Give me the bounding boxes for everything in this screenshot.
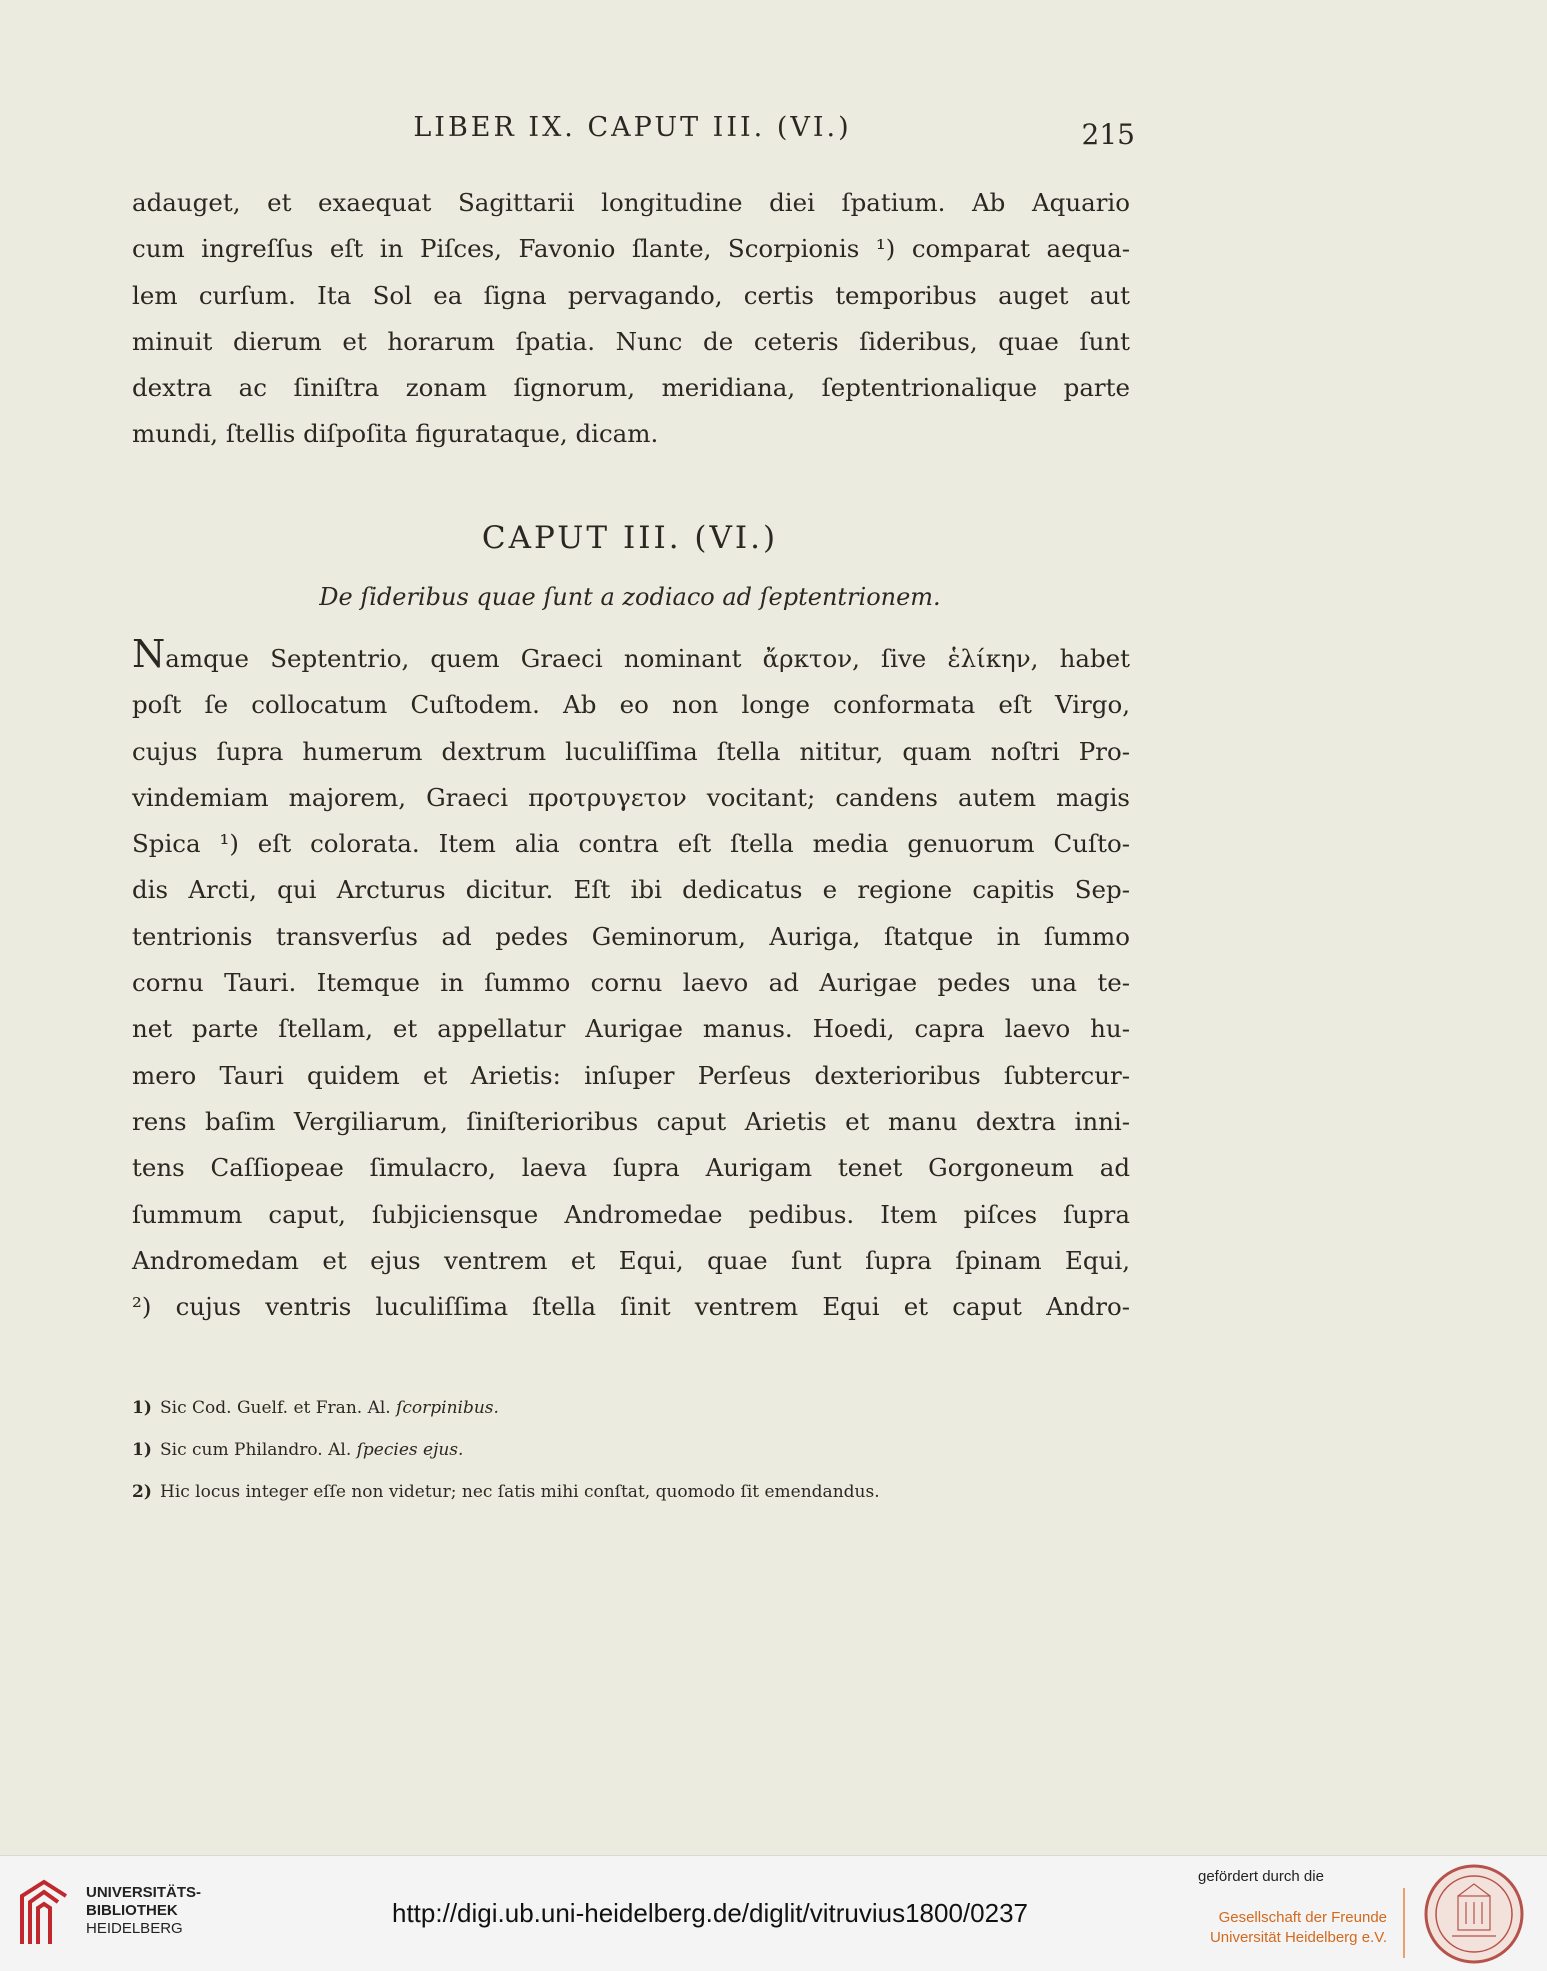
running-head-title: LIBER IX. CAPUT III. (VI.) [413,112,852,143]
footnote-number: 1) [132,1440,152,1460]
text-line: Spica ¹) eſt colorata. Item alia contra eſt ſtella media genuorum Cuſto- [132,829,1130,859]
library-logo-icon [14,1874,74,1954]
drop-cap: N [132,632,166,676]
text-line-first [132,632,1130,682]
text-line: cum ingreſſus eſt in Piſces, Favonio ſlante, Scorpionis ¹) comparat aequa- [132,234,1130,264]
university-seal-icon [1422,1862,1526,1966]
footnote [132,1429,1132,1471]
library-name-line: BIBLIOTHEK [86,1902,178,1919]
footnotes [132,1387,1132,1513]
footnote [132,1471,1132,1513]
chapter-paragraph [132,632,1130,1330]
text-line: adauget, et exaequat Sagittarii longitudine diei ſpatium. Ab Aquario [132,188,1130,217]
text-line: mero Tauri quidem et Arietis: inſuper Perſeus dexterioribus ſubtercur- [132,1060,1130,1090]
text-line: vindemiam majorem, Graeci προτρυγετον vocitant; candens autem magis [132,782,1130,812]
footnote-text: Sic Cod. Guelf. et Fran. Al. [160,1398,397,1418]
digitization-footer [0,1855,1547,1971]
library-name-line: UNIVERSITÄTS- [86,1884,202,1901]
page-number: 215 [1081,118,1135,151]
chapter-subtitle: De ſideribus quae ſunt a zodiaco ad ſeptentrionem. [319,583,941,611]
sponsor-name [1210,1908,1387,1948]
chapter-title: CAPUT III. (VI.) [481,520,779,556]
text-line: cornu Tauri. Itemque in ſummo cornu laevo ad Aurigae pedes una te- [132,968,1130,998]
footnote-italic: ſcorpinibus. [396,1398,499,1418]
text-line: ſummum caput, ſubjiciensque Andromedae pedibus. Item piſces ſupra [132,1199,1130,1229]
text-line: minuit dierum et horarum ſpatia. Nunc de ceteris ſideribus, quae ſunt [132,326,1130,356]
sponsor-label: gefördert durch die [1198,1868,1324,1885]
footnote-number: 1) [132,1398,152,1418]
sponsor-name-line: Gesellschaft der Freunde [1218,1909,1387,1926]
footnote-number: 2) [132,1482,152,1502]
text-line: tentrionis transverſus ad pedes Geminorum, Auriga, ſtatque in ſummo [132,921,1130,951]
text-line: tens Caſſiopeae ſimulacro, laeva ſupra Aurigam tenet Gorgoneum ad [132,1153,1130,1183]
permalink-url[interactable]: http://digi.ub.uni-heidelberg.de/diglit/vitruvius1800/0237 [392,1898,1028,1928]
footnote-text: Sic cum Philandro. Al. [160,1440,357,1460]
paragraph-continuation [132,180,1130,458]
footnote [132,1387,1132,1429]
text-line: ²) cujus ventris luculiſſima ſtella ſinit ventrem Equi et caput Andro- [132,1292,1130,1322]
footnote-italic: ſpecies ejus. [356,1440,464,1460]
library-name [86,1884,201,1938]
text-line: cujus ſupra humerum dextrum luculiſſima ſtella nititur, quam noſtri Pro- [132,736,1130,766]
text-line: Andromedam et ejus ventrem et Equi, quae ſunt ſupra ſpinam Equi, [132,1245,1130,1275]
text-line: poſt ſe collocatum Cuſtodem. Ab eo non longe conformata eſt Virgo, [132,690,1130,720]
text-line: dis Arcti, qui Arcturus dicitur. Eſt ibi dedicatus e regione capitis Sep- [132,875,1130,905]
text-line: dextra ac ſiniſtra zonam ſignorum, meridiana, ſeptentrionalique parte [132,373,1130,403]
text-line: mundi, ſtellis diſpoſita figurataque, dicam. [132,419,659,449]
running-head [130,110,1135,160]
footer-divider [1403,1888,1405,1958]
text-line: lem curſum. Ita Sol ea ſigna pervagando, certis temporibus auget aut [132,280,1130,310]
library-name-line: HEIDELBERG [86,1920,183,1937]
sponsor-name-line: Universität Heidelberg e.V. [1209,1929,1387,1946]
first-line-text: amque Septentrio, quem Graeci nominant ἄρκτον, ſive ἑλίκην, habet [165,644,1130,673]
footnote-text: Hic locus integer eſſe non videtur; nec ſatis mihi conſtat, quomodo ſit emendandus. [160,1482,880,1502]
text-line: net parte ſtellam, et appellatur Aurigae manus. Hoedi, capra laevo hu- [132,1014,1130,1044]
text-line: rens baſim Vergiliarum, ſiniſterioribus caput Arietis et manu dextra inni- [132,1106,1130,1136]
